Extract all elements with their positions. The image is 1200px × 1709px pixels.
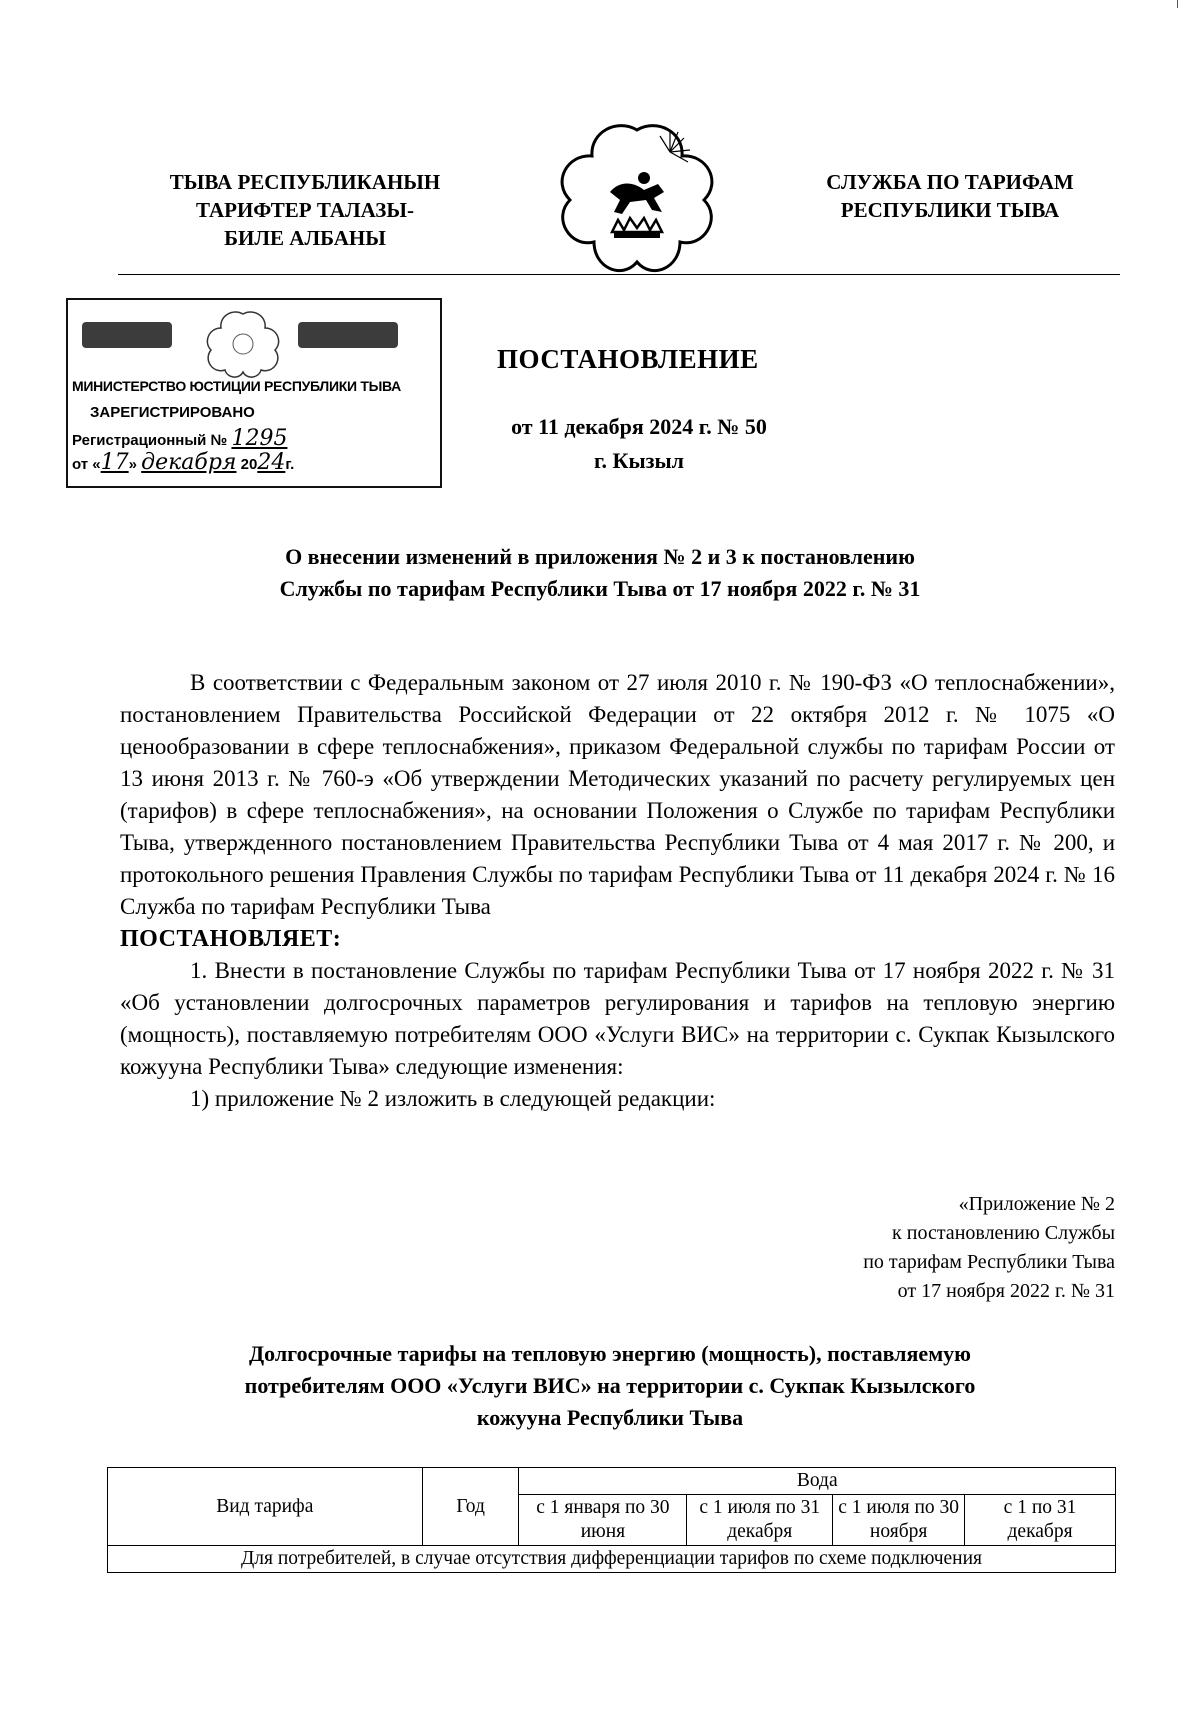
emblem-icon bbox=[552, 120, 722, 280]
header-year: Год bbox=[422, 1468, 519, 1546]
header-water: Вода bbox=[519, 1468, 1116, 1495]
appendix-reference bbox=[800, 1190, 1115, 1306]
stamp-seal-icon bbox=[203, 308, 283, 378]
header-period: с 1 июля по 30 ноября bbox=[833, 1495, 965, 1546]
stamp-reg-value: 1295 bbox=[231, 426, 288, 451]
scan-mark bbox=[1177, 0, 1178, 8]
subject-line: О внесении изменений в приложения № 2 и 3 к постановлению bbox=[285, 544, 915, 569]
header-period: с 1 января по 30 июня bbox=[519, 1495, 687, 1546]
appendix-line: «Приложение № 2 bbox=[958, 1193, 1115, 1215]
section-label: Для потребителей, в случае отсутствия дифференциации тарифов по схеме подключения bbox=[108, 1546, 1116, 1573]
stamp-date-suffix: г. bbox=[285, 456, 295, 473]
stamp-registered: ЗАРЕГИСТРИРОВАНО bbox=[90, 404, 255, 421]
tariff-title-line: Долгосрочные тарифы на тепловую энергию (мощность), поставляемую bbox=[248, 1341, 971, 1366]
document-city: г. Кызыл bbox=[594, 448, 684, 473]
stamp-date-mid: » bbox=[128, 456, 137, 473]
stamp-smudge bbox=[298, 322, 398, 348]
stamp-date-year: 24 bbox=[257, 450, 286, 475]
document-subject bbox=[150, 541, 1050, 605]
item-1-1-paragraph: 1) приложение № 2 изложить в следующей редакции: bbox=[190, 1086, 716, 1111]
tariff-table-title bbox=[110, 1338, 1110, 1434]
stamp-reg-date bbox=[72, 450, 294, 475]
registration-stamp bbox=[66, 298, 442, 488]
decree-word: ПОСТАНОВЛЯЕТ: bbox=[120, 926, 342, 952]
header-right-line: СЛУЖБА ПО ТАРИФАМ bbox=[826, 170, 1074, 194]
table-section-row bbox=[108, 1546, 1116, 1573]
header-right-org bbox=[800, 168, 1100, 224]
tariff-title-line: потребителям ООО «Услуги ВИС» на территории с. Сукпак Кызылского bbox=[244, 1373, 976, 1398]
document-body bbox=[120, 667, 1115, 1115]
appendix-line: по тарифам Республики Тыва bbox=[863, 1251, 1115, 1273]
document-type: ПОСТАНОВЛЕНИЕ bbox=[497, 344, 759, 374]
header-divider bbox=[118, 274, 1120, 275]
item-1-paragraph: 1. Внести в постановление Службы по тарифам Республики Тыва от 17 ноября 2022 г. № 31 «Об установлении долгосрочных параметров регулирования и тарифов на тепловую энергию (мощность), поставляемую потребителям ООО «Услуги ВИС» на территории с. Сукпак Кызылского кожууна Республики Тыва» следующие изменения: bbox=[120, 958, 1115, 1079]
header-period: с 1 по 31 декабря bbox=[965, 1495, 1116, 1546]
header-left-line: ТАРИФТЕР ТАЛАЗЫ- bbox=[195, 198, 414, 222]
appendix-line: от 17 ноября 2022 г. № 31 bbox=[897, 1280, 1115, 1302]
document-date-number: от 11 декабря 2024 г. № 50 bbox=[511, 414, 767, 439]
header-tariff-type: Вид тарифа bbox=[108, 1468, 423, 1546]
header-left-line: ТЫВА РЕСПУБЛИКАНЫН bbox=[169, 170, 441, 194]
table-header-row bbox=[108, 1468, 1116, 1495]
stamp-date-month: декабря bbox=[141, 450, 237, 475]
header-left-org bbox=[140, 168, 470, 252]
stamp-date-prefix: от « bbox=[72, 456, 101, 473]
tariff-table bbox=[107, 1467, 1116, 1573]
stamp-date-day: 17 bbox=[100, 450, 129, 475]
stamp-date-year-prefix: 20 bbox=[240, 456, 258, 473]
header-left-line: БИЛЕ АЛБАНЫ bbox=[224, 226, 386, 250]
header-period: с 1 июля по 31 декабря bbox=[687, 1495, 833, 1546]
subject-line: Службы по тарифам Республики Тыва от 17 ноября 2022 г. № 31 bbox=[279, 576, 921, 601]
preamble-paragraph: В соответствии с Федеральным законом от 27 июля 2010 г. № 190-ФЗ «О теплоснабжении», постановлением Правительства Российской Федерации от 22 октября 2012 г. № 1075 «О ценообразовании в сфере теплоснабжения», приказом Федеральной службы по тарифам России от 13 июня 2013 г. № 760-э «Об утверждении Методических указаний по расчету регулируемых цен (тарифов) в сфере теплоснабжения», на основании Положения о Службе по тарифам Республики Тыва, утвержденного постановлением Правительства Республики Тыва от 4 мая 2017 г. № 200, и протокольного решения Правления Службы по тарифам Республики Тыва от 11 декабря 2024 г. № 16 Служба по тарифам Республики Тыва bbox=[120, 670, 1115, 919]
stamp-ministry: МИНИСТЕРСТВО ЮСТИЦИИ РЕСПУБЛИКИ ТЫВА bbox=[72, 378, 401, 394]
document-date-block bbox=[464, 410, 814, 478]
stamp-reg-number bbox=[72, 426, 287, 451]
stamp-reg-label: Регистрационный № bbox=[72, 432, 228, 449]
stamp-smudge bbox=[82, 322, 172, 348]
tariff-title-line: кожууна Республики Тыва bbox=[476, 1405, 744, 1430]
appendix-line: к постановлению Службы bbox=[892, 1222, 1115, 1244]
header-right-line: РЕСПУБЛИКИ ТЫВА bbox=[840, 198, 1060, 222]
